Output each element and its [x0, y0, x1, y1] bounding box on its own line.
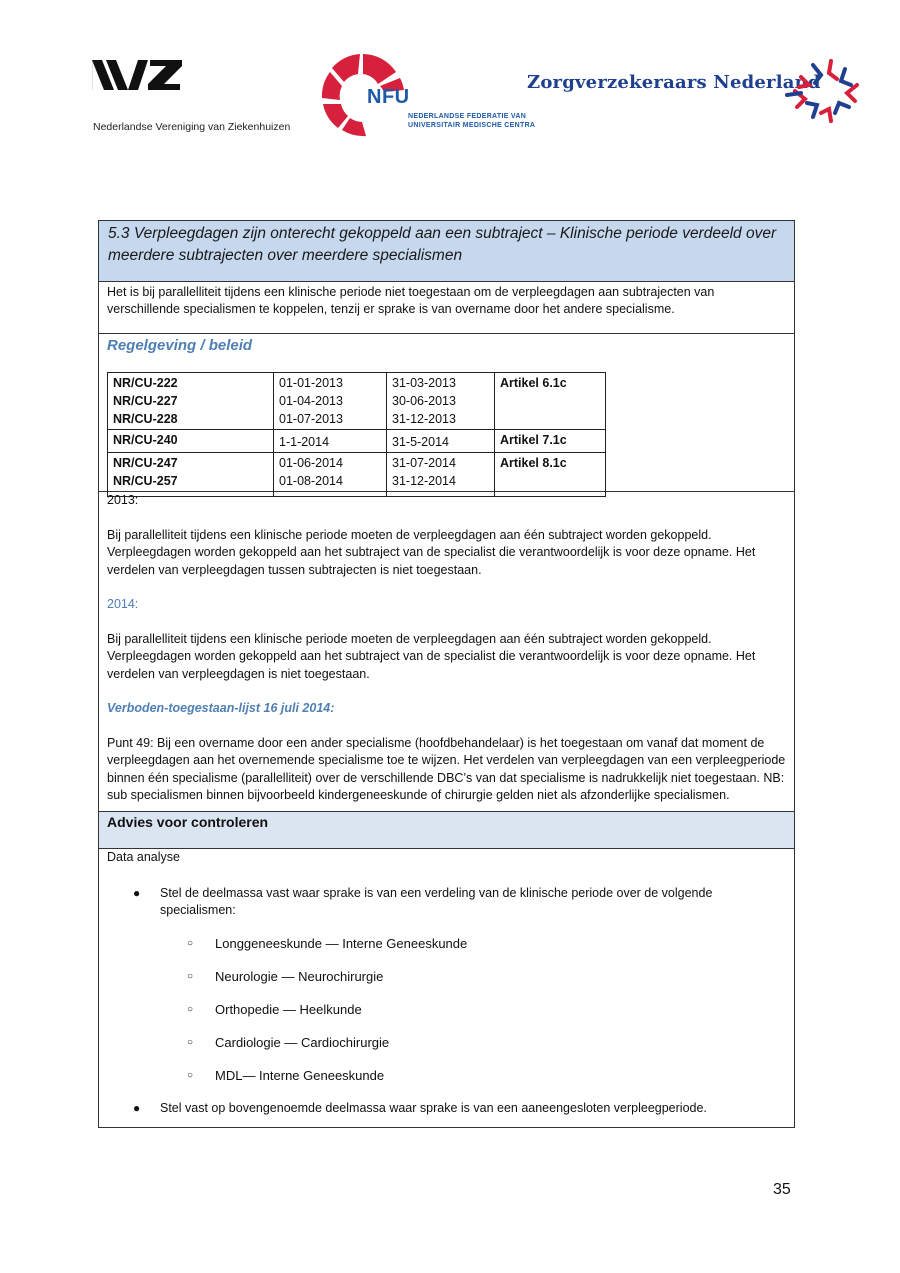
list-item [107, 885, 786, 919]
regulation-code: NR/CU-228 [113, 412, 178, 426]
start-date-cell [274, 430, 387, 453]
start-date: 01-06-2014 [279, 456, 343, 470]
start-date: 01-04-2013 [279, 394, 343, 408]
start-date: 01-08-2014 [279, 474, 343, 488]
page-number: 35 [773, 1181, 791, 1198]
nfu-logo-text: NFU [367, 86, 410, 108]
table-row [108, 453, 606, 497]
end-date: 30-06-2013 [392, 394, 456, 408]
list-item [107, 1034, 786, 1051]
regulation-section [99, 334, 794, 492]
year-2013-text: Bij parallelliteit tijdens een klinische periode moeten de verpleegdagen aan één subtraject worden gekoppeld. Verpleegdagen worden gekoppeld aan het subtraject van de specialist die verantwoordelijk is voor deze opname. Het verdelen van verpleegdagen tussen subtrajecten is niet toegestaan. [107, 527, 756, 577]
nfu-logo [318, 50, 536, 140]
analysis-label: Data analyse [107, 849, 180, 864]
circle-bullet-icon: ○ [187, 937, 194, 949]
section-title-row [99, 221, 794, 282]
start-date: 01-07-2013 [279, 412, 343, 426]
regulation-code: NR/CU-240 [113, 433, 178, 447]
bullet-icon: ● [133, 885, 141, 900]
end-date-cell [387, 430, 495, 453]
end-date: 31-12-2013 [392, 412, 456, 426]
regulation-code: NR/CU-227 [113, 394, 178, 408]
regulation-code: NR/CU-257 [113, 474, 178, 488]
regulation-code: NR/CU-247 [113, 456, 178, 470]
end-date-cell [387, 373, 495, 430]
sub-item-text: Longgeneeskunde — Interne Geneeskunde [215, 935, 468, 951]
nvz-logo-subtitle: Nederlandse Vereniging van Ziekenhuizen [93, 121, 291, 133]
list-item [107, 1100, 786, 1117]
bullet-text: Stel de deelmassa vast waar sprake is van een verdeling van de klinische periode over de volgende specialismen: [160, 885, 713, 917]
advice-heading: Advies voor controleren [99, 812, 794, 849]
sub-item-text: MDL— Interne Geneeskunde [215, 1067, 385, 1083]
zn-figures-icon [783, 55, 867, 127]
sub-item-text: Orthopedie — Heelkunde [215, 1001, 362, 1017]
circle-bullet-icon: ○ [187, 970, 194, 982]
table-row [108, 430, 606, 453]
codes-cell [108, 430, 274, 453]
year-2013-label: 2013: [107, 493, 139, 507]
list-item [107, 1001, 786, 1018]
bullet-icon: ● [133, 1100, 141, 1115]
analysis-section [99, 849, 794, 1127]
list-item [107, 968, 786, 985]
bullet-text: Stel vast op bovengenoemde deelmassa waar sprake is van een aaneengesloten verpleegperiode. [160, 1100, 707, 1115]
start-date: 1-1-2014 [279, 435, 330, 449]
end-date: 31-5-2014 [392, 435, 449, 449]
section-intro: Het is bij parallelliteit tijdens een klinische periode niet toegestaan om de verpleegdagen aan subtrajecten van verschillende specialismen te koppelen, tenzij er sprake is van overname door het andere specialisme. [99, 282, 794, 334]
codes-cell [108, 453, 274, 497]
list-item [107, 1067, 786, 1084]
start-date-cell [274, 373, 387, 430]
year-2014-label: 2014: [107, 597, 139, 611]
article-cell: Artikel 8.1c [495, 453, 606, 497]
circle-bullet-icon: ○ [187, 1003, 194, 1015]
regulation-heading: Regelgeving / beleid [107, 337, 253, 354]
end-date-cell [387, 453, 495, 497]
circle-bullet-icon: ○ [187, 1069, 194, 1081]
nfu-logo-subtitle-line1: NEDERLANDSE FEDERATIE VAN [408, 113, 527, 120]
circle-bullet-icon: ○ [187, 1036, 194, 1048]
end-date: 31-07-2014 [392, 456, 456, 470]
nfu-logo-subtitle-line2: UNIVERSITAIR MEDISCHE CENTRA [408, 122, 536, 129]
regulation-code: NR/CU-222 [113, 376, 178, 390]
article-cell: Artikel 7.1c [495, 430, 606, 453]
year-2014-text: Bij parallelliteit tijdens een klinische periode moeten de verpleegdagen aan één subtraject worden gekoppeld. Verpleegdagen worden gekoppeld aan het subtraject van de specialist die verantwoordelijk is voor deze opname. Het verdelen van verpleegdagen is niet toegestaan. [107, 631, 756, 681]
list-item [107, 935, 786, 952]
start-date-cell [274, 453, 387, 497]
section-table [98, 220, 795, 1128]
end-date: 31-03-2013 [392, 376, 456, 390]
regulation-table [107, 372, 606, 497]
list-label: Verboden-toegestaan-lijst 16 juli 2014: [107, 701, 335, 715]
table-row [108, 373, 606, 430]
end-date: 31-12-2014 [392, 474, 456, 488]
article-cell: Artikel 6.1c [495, 373, 606, 430]
zn-logo-text: Zorgverzekeraars Nederland [527, 72, 821, 93]
codes-cell [108, 373, 274, 430]
policy-body [99, 492, 794, 812]
section-title: 5.3 Verpleegdagen zijn onterecht gekoppeld aan een subtraject – Klinische periode verdeeld over meerdere subtrajecten over meerdere specialismen [108, 225, 777, 264]
sub-item-text: Neurologie — Neurochirurgie [215, 968, 384, 984]
list-text: Punt 49: Bij een overname door een ander specialisme (hoofdbehandelaar) is het toegestaan om vanaf dat moment de verpleegdagen aan het overnemende specialisme toe te wijzen. Het verdelen van verpleegdagen van een verpleegperiode binnen één specialisme (parallelliteit) over de verschillende DBC’s van dat specialisme is nadrukkelijk niet toegestaan. NB: sub specialismen binnen bijvoorbeeld kindergeneeskunde of chirurgie gelden niet als afzonderlijke specialismen. [107, 735, 786, 802]
sub-item-text: Cardiologie — Cardiochirurgie [215, 1034, 390, 1050]
start-date: 01-01-2013 [279, 376, 343, 390]
nvz-logo-mark-icon [92, 58, 184, 92]
